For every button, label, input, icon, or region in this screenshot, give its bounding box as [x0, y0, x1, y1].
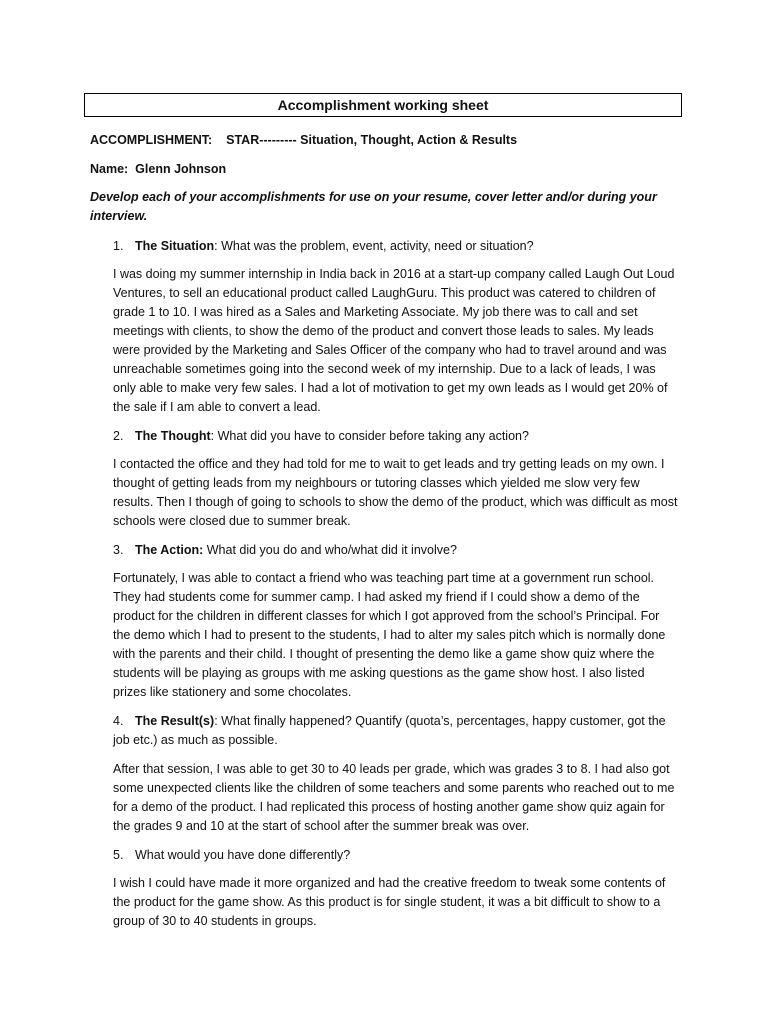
section-2-heading: The Thought [135, 429, 211, 443]
section-2-question [113, 427, 678, 446]
section-3-question [113, 541, 678, 560]
section-3-question-text: What did you do and who/what did it involve? [203, 543, 457, 557]
section-2-question-text: : What did you have to consider before taking any action? [210, 429, 529, 443]
section-4-number: 4. [113, 714, 124, 728]
document-title [84, 93, 682, 117]
section-3-heading: The Action: [135, 543, 204, 557]
section-4-question [113, 712, 678, 750]
intro-instructions: Develop each of your accomplishments for use on your resume, cover letter and/or during your interview. [90, 190, 657, 223]
section-1-question-text: : What was the problem, event, activity, need or situation? [214, 239, 534, 253]
section-5-question-text: What would you have done differently? [135, 848, 351, 862]
accomplishment-label: ACCOMPLISHMENT: [90, 133, 213, 147]
name-line [90, 161, 226, 177]
section-1-heading: The Situation [135, 239, 215, 253]
section-2-answer: I contacted the office and they had told for me to wait to get leads and try getting leads on my own. I thought of getting leads from my neighbours or tutoring classes which yielded me slow very few results. Then I though of going to schools to show the demo of the product, which was difficult as most schools were closed due to summer break. [113, 457, 678, 528]
section-1-answer: I was doing my summer internship in India back in 2016 at a start-up company called Laugh Out Loud Ventures, to sell an educational product called LaughGuru. This product was catered to children of grade 1 to 10. I was hired as a Sales and Marketing Associate. My job there was to call and set meetings with clients, to show the demo of the product and convert those leads to sales. My leads were provided by the Marketing and Sales Officer of the company who had to travel around and was unreachable sometimes going into the second week of my internship. Due to a lack of leads, I was only able to make very few sales. I had a lot of motivation to get my own leads as I would get 20% of the sale if I am able to convert a lead. [113, 267, 675, 414]
section-4-answer: After that session, I was able to get 30 to 40 leads per grade, which was grades 3 to 8. I had also got some unexpected clients like the children of some teachers and some parents who reached out to me for a demo of the product. I had replicated this process of hosting another game show quiz again for the grades 9 and 10 at the start of school after the summer break was over. [113, 762, 675, 833]
name-label: Name: [90, 162, 129, 176]
section-4-question-text: : What finally happened? Quantify (quota’s, percentages, happy customer, got the job etc.) as much as possible. [113, 714, 666, 747]
section-2-number: 2. [113, 429, 124, 443]
section-1-question [113, 237, 678, 256]
accomplishment-value: STAR--------- Situation, Thought, Action & Results [226, 133, 518, 147]
section-1-number: 1. [113, 239, 124, 253]
section-3-answer: Fortunately, I was able to contact a friend who was teaching part time at a government run school. They had students come for summer camp. I had asked my friend if I could show a demo of the product for the children in different classes for which I got approved from the school’s Principal. For the demo which I had to present to the students, I had to alter my sales pitch which is normally done with the parents and their child. I thought of presenting the demo like a game show quiz where the students will be playing as groups with me asking questions as the game show host. I also listed prizes like stationery and some chocolates. [113, 571, 666, 699]
section-5-number: 5. [113, 848, 124, 862]
section-5-answer: I wish I could have made it more organized and had the creative freedom to tweak some contents of the product for the game show. As this product is for single student, it was a bit difficult to show to a group of 30 to 40 students in groups. [113, 876, 666, 928]
section-3-number: 3. [113, 543, 124, 557]
accomplishment-line [90, 132, 517, 148]
section-4-heading: The Result(s) [135, 714, 215, 728]
section-5-question [113, 846, 678, 865]
document-title-text: Accomplishment working sheet [277, 97, 489, 113]
name-value: Glenn Johnson [135, 162, 227, 176]
